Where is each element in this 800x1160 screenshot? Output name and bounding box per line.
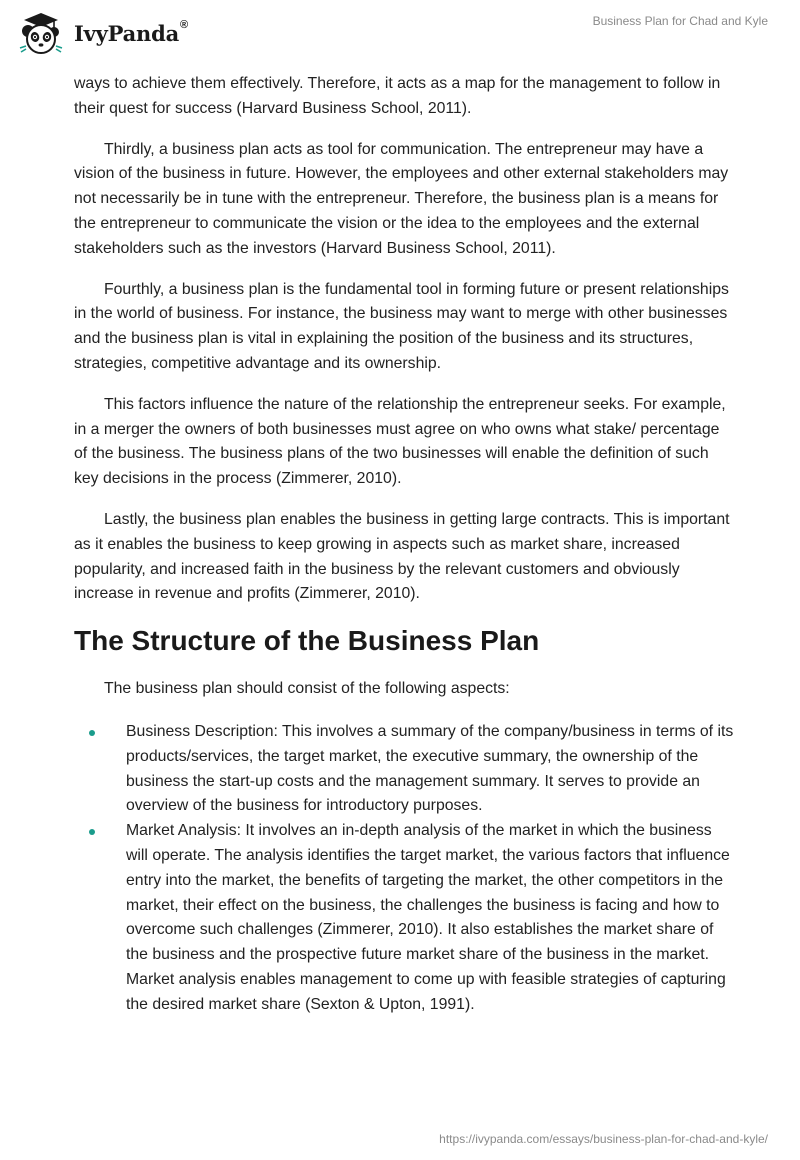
paragraph-fourthly: Fourthly, a business plan is the fundamental tool in forming future or present relationships in the world of business. For instance, the business may want to merge with other businesses and the business plan is vital in explaining the position of the business and its structures, strategies, competitive advantage and its ownership. <box>74 280 729 372</box>
panda-graduate-icon <box>16 8 66 58</box>
ivypanda-logo[interactable] <box>16 8 188 58</box>
section-intro: The business plan should consist of the following aspects: <box>104 680 510 698</box>
bullet-icon <box>89 829 95 835</box>
paragraph-thirdly: Thirdly, a business plan acts as tool for communication. The entrepreneur may have a vision of the business in future. However, the employees and other external stakeholders may not necessarily be in tune with the entrepreneur. Therefore, the business plan is a means for the entrepreneur to communicate the vision or the idea to the employees and the external stakeholders such as the investors (Harvard Business School, 2011). <box>74 140 729 257</box>
source-url[interactable]: https://ivypanda.com/essays/business-plan-for-chad-and-kyle/ <box>439 1132 768 1146</box>
list-item <box>74 819 734 1017</box>
essay-content <box>74 72 734 1018</box>
list-item-text: Market Analysis: It involves an in-depth analysis of the market in which the business will operate. The analysis identifies the target market, the various factors that influence entry into the market, the benefits of targeting the market, the other competitors in the market, their effect on the business, the challenges the business is facing and how to overcome such challenges (Zimmerer, 2010). It also establishes the market share of the business and the prospective future market share of the business in the market. Market analysis enables management to come up with feasible strategies of capturing the desired market share (Sexton & Upton, 1991). <box>126 822 730 1013</box>
page-header <box>0 0 800 70</box>
paragraph-relationship: This factors influence the nature of the relationship the entrepreneur seeks. For example, in a merger the owners of both businesses must agree on who owns what stake/ percentage of the business. The business plans of the two businesses will enable the definition of such key decisions in the process (Zimmerer, 2010). <box>74 395 726 488</box>
aspects-list <box>74 720 734 1018</box>
document-title: Business Plan for Chad and Kyle <box>592 14 768 28</box>
continued-paragraph: ways to achieve them effectively. Therefore, it acts as a map for the management to follow in their quest for success (Harvard Business School, 2011). <box>74 75 721 117</box>
paragraph-lastly: Lastly, the business plan enables the business in getting large contracts. This is important as it enables the business to keep growing in aspects such as market share, increased popularity, and increased faith in the business by the relevant customers and obviously increase in revenue and profits (Zimmerer, 2010). <box>74 510 730 603</box>
section-heading: The Structure of the Business Plan <box>74 625 540 657</box>
bullet-icon <box>89 730 95 736</box>
list-item-text: Business Description: This involves a summary of the company/business in terms of its products/services, the target market, the executive summary, the ownership of the business the start-up costs and the management summary. It serves to provide an overview of the business for introductory purposes. <box>126 722 734 815</box>
brand-name: IvyPanda® <box>74 18 188 46</box>
registered-mark: ® <box>180 18 188 31</box>
list-item <box>74 720 734 819</box>
